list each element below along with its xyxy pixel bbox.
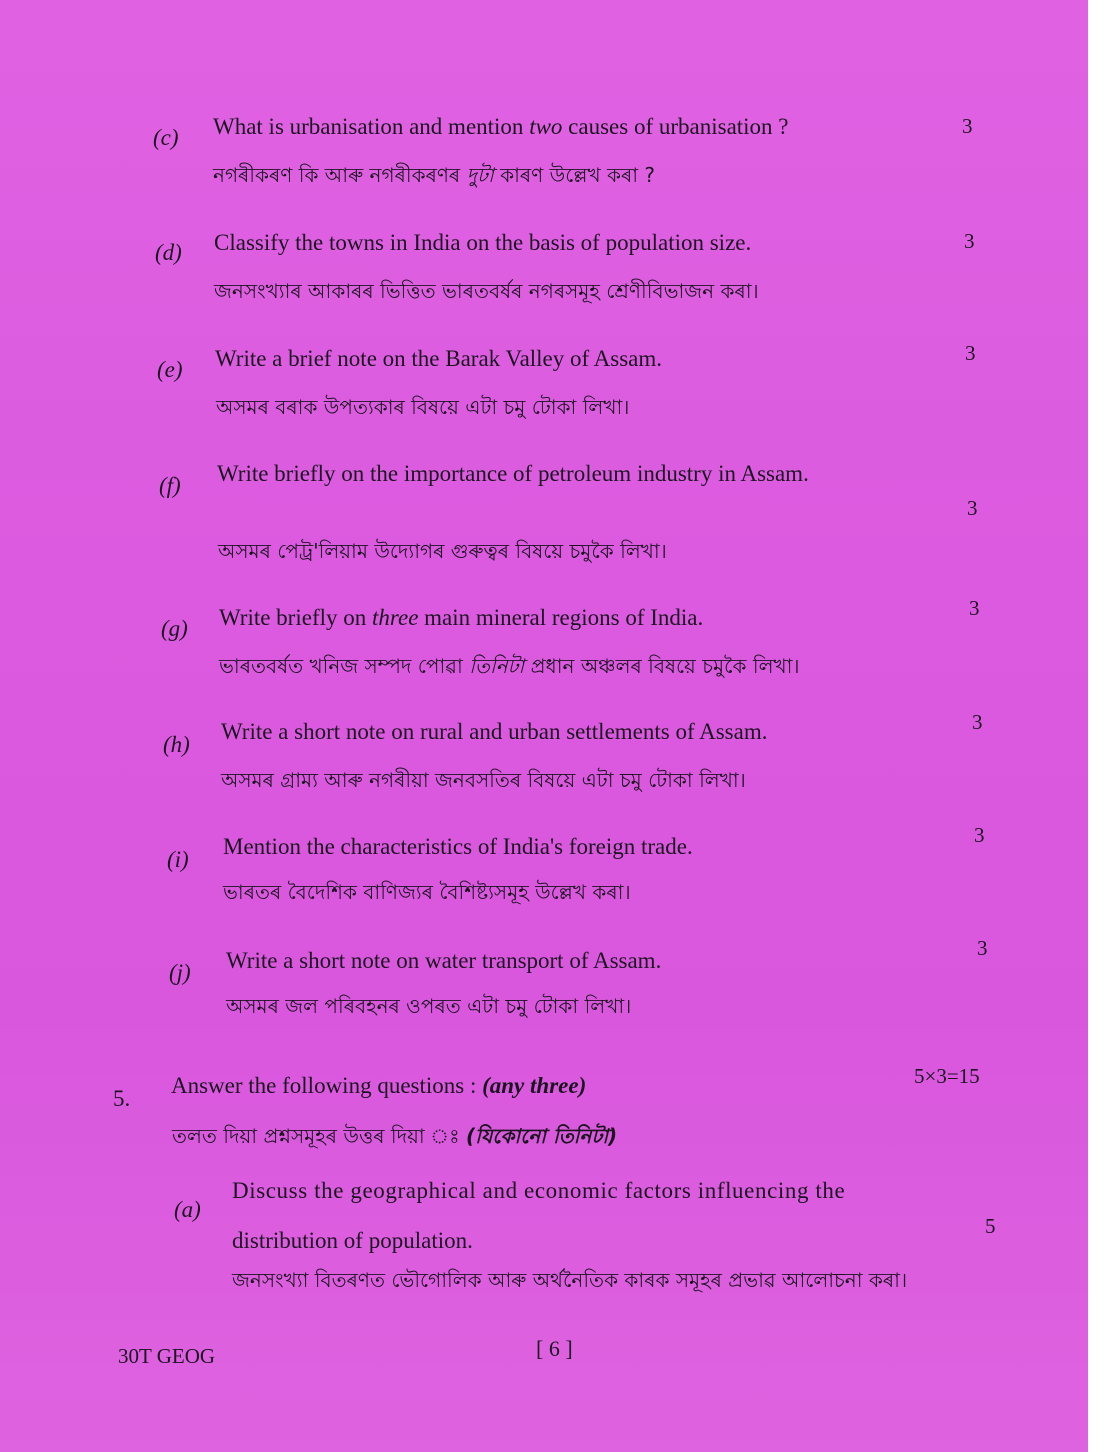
question-label: (f) — [159, 473, 181, 498]
question-label: (j) — [169, 960, 191, 985]
question-marks: 5 — [985, 1214, 996, 1238]
question-label: (e) — [157, 357, 183, 382]
question-text-as: ভাৰতবৰ্ষত খনিজ সম্পদ পোৱা তিনিটা প্ৰধান অঞ্চলৰ বিষয়ে চমুকৈ লিখা। — [219, 654, 800, 678]
question-text-as: জনসংখ্যা বিতৰণত ভৌগোলিক আৰু অৰ্থনৈতিক কাৰক সমূহৰ প্ৰভাৱ আলোচনা কৰা। — [232, 1268, 908, 1292]
question-label: (i) — [167, 847, 189, 872]
question-text-en-line1: Discuss the geographical and economic factors influencing the — [232, 1178, 846, 1203]
paper-code: 30T GEOG — [118, 1344, 216, 1368]
question-text-en: Mention the characteristics of India's foreign trade. — [223, 834, 693, 859]
question-marks: 3 — [974, 823, 985, 847]
section-number: 5. — [113, 1086, 131, 1111]
question-text-en: Write a short note on rural and urban settlements of Assam. — [221, 719, 768, 744]
question-marks: 3 — [964, 229, 975, 253]
question-text-en-line2: distribution of population. — [232, 1228, 473, 1253]
question-marks: 3 — [977, 936, 988, 960]
question-text-as: অসমৰ বৰাক উপত্যকাৰ বিষয়ে এটা চমু টোকা লিখা। — [216, 395, 630, 419]
question-marks: 3 — [965, 341, 976, 365]
question-text-as: অসমৰ গ্ৰাম্য আৰু নগৰীয়া জনবসতিৰ বিষয়ে এটা চমু টোকা লিখা। — [221, 768, 746, 792]
page-number: [ 6 ] — [536, 1336, 573, 1361]
question-marks: 3 — [967, 496, 978, 520]
question-text-as: ভাৰতৰ বৈদেশিক বাণিজ্যৰ বৈশিষ্ট্যসমূহ উল্লেখ কৰা। — [223, 880, 631, 904]
question-text-en: What is urbanisation and mention two causes of urbanisation ? — [213, 114, 789, 139]
question-text-en: Write a short note on water transport of Assam. — [226, 948, 662, 973]
question-marks: 3 — [972, 710, 983, 734]
section-instruction-as: তলত দিয়া প্ৰশ্নসমূহৰ উত্তৰ দিয়া ঃ (যিকোনো তিনিটা) — [172, 1124, 618, 1148]
question-label: (h) — [163, 732, 190, 757]
question-text-as: জনসংখ্যাৰ আকাৰৰ ভিত্তিত ভাৰতবৰ্ষৰ নগৰসমূহ শ্ৰেণীবিভাজন কৰা। — [214, 279, 759, 303]
question-label: (d) — [155, 240, 182, 265]
question-text-as: নগৰীকৰণ কি আৰু নগৰীকৰণৰ দুটা কাৰণ উল্লেখ কৰা ? — [213, 163, 655, 187]
question-text-en: Write briefly on the importance of petroleum industry in Assam. — [217, 461, 809, 486]
question-text-as: অসমৰ জল পৰিবহনৰ ওপৰত এটা চমু টোকা লিখা। — [226, 994, 632, 1018]
section-instruction-en: Answer the following questions : (any three) — [171, 1073, 587, 1098]
question-label: (g) — [161, 616, 188, 641]
question-text-en: Write a brief note on the Barak Valley of Assam. — [215, 346, 663, 371]
question-label: (c) — [153, 125, 179, 150]
question-marks: 3 — [962, 114, 973, 138]
question-label: (a) — [174, 1197, 201, 1222]
question-text-en: Classify the towns in India on the basis of population size. — [214, 230, 752, 255]
question-text-en: Write briefly on three main mineral regions of India. — [219, 605, 704, 630]
question-text-as: অসমৰ পেট্ৰ'লিয়াম উদ্যোগৰ গুৰুত্বৰ বিষয়ে চমুকৈ লিখা। — [218, 539, 667, 563]
question-marks: 3 — [969, 596, 980, 620]
section-marks: 5×3=15 — [914, 1064, 980, 1088]
